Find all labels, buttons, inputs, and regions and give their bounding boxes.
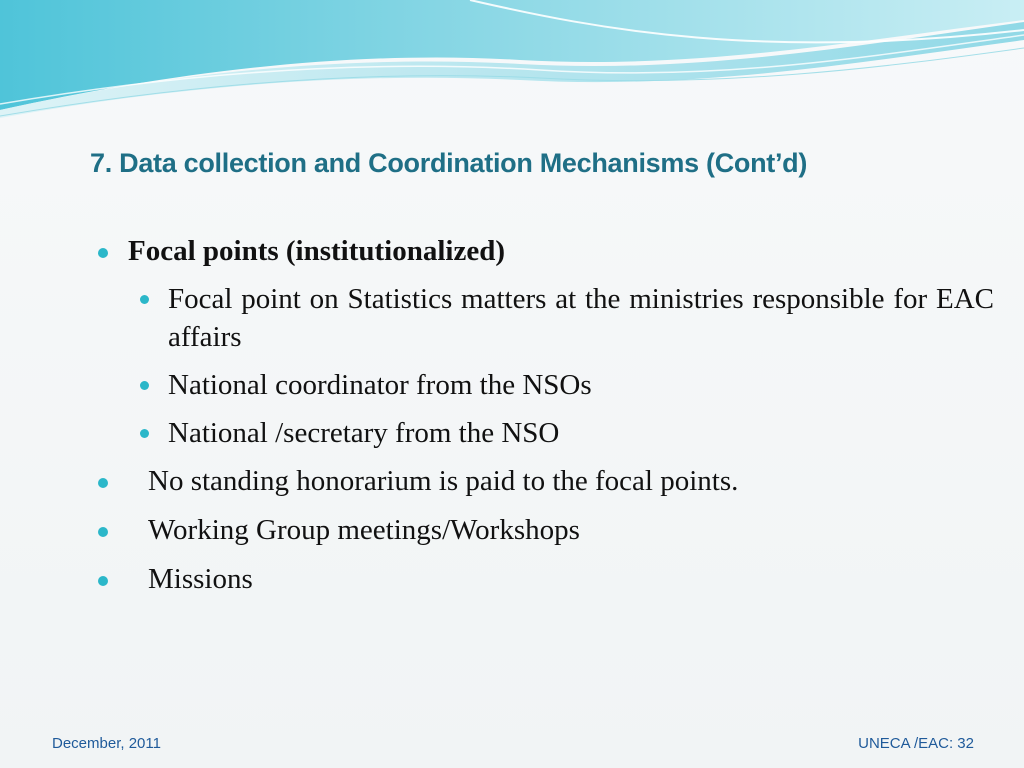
bullet-item [98, 232, 994, 270]
sub-bullet-text: National coordinator from the NSOs [168, 369, 592, 401]
footer-date: December, 2011 [52, 735, 161, 752]
sub-bullet-text: Focal point on Statistics matters at the ministries responsible for EAC affairs [168, 283, 994, 353]
bullet-dot-icon [98, 248, 108, 258]
bullet-dot-icon [98, 478, 108, 488]
sub-bullet-item [140, 414, 994, 452]
bullet-dot-icon [98, 527, 108, 537]
bullet-list [98, 232, 994, 609]
slide-title: 7. Data collection and Coordination Mechanisms (Cont’d) [90, 148, 808, 178]
footer-page-number: UNECA /EAC: 32 [858, 735, 974, 752]
bullet-text: Focal points (institutionalized) [128, 235, 506, 267]
bullet-dot-icon [140, 429, 149, 438]
header-wave-decoration [0, 0, 1024, 130]
bullet-item [98, 560, 994, 598]
sub-bullet-item [140, 366, 994, 404]
bullet-dot-icon [140, 381, 149, 390]
bullet-item [98, 462, 994, 500]
sub-bullet-item [140, 280, 994, 356]
bullet-text: Missions [148, 563, 253, 595]
bullet-text: Working Group meetings/Workshops [148, 514, 580, 546]
bullet-dot-icon [98, 576, 108, 586]
bullet-item [98, 511, 994, 549]
bullet-text: No standing honorarium is paid to the focal points. [148, 465, 739, 497]
bullet-dot-icon [140, 295, 149, 304]
sub-bullet-text: National /secretary from the NSO [168, 417, 560, 449]
